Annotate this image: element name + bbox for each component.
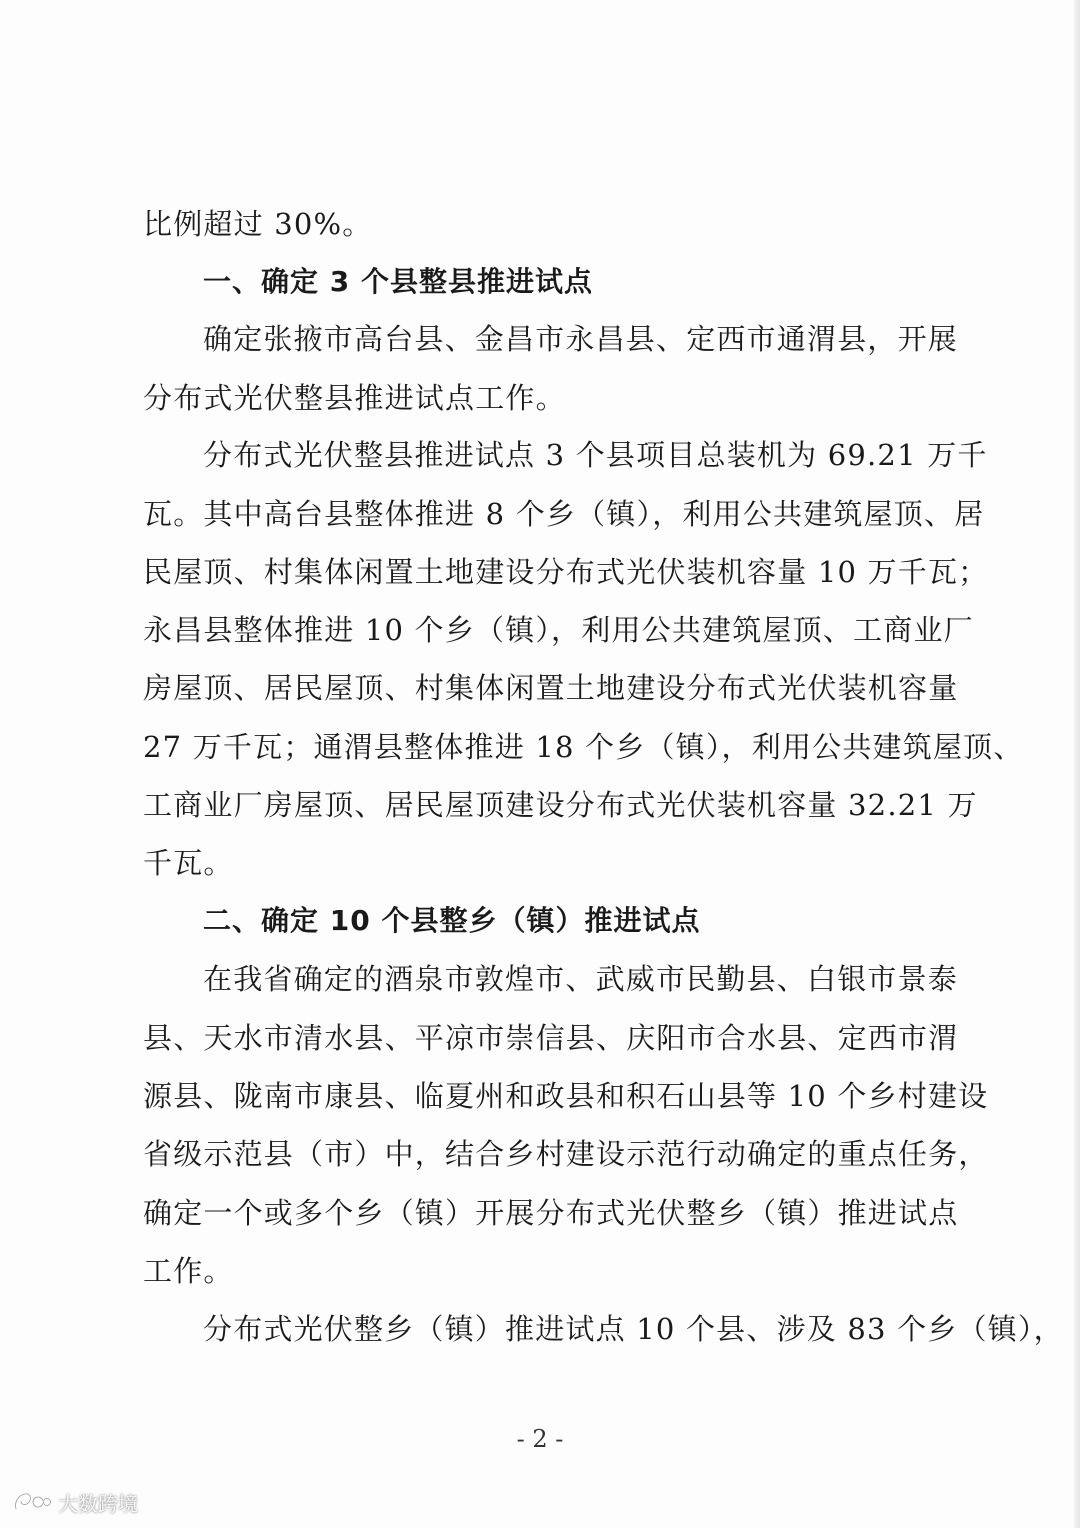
body-line: 瓦。其中高台县整体推进 8 个乡（镇），利用公共建筑屋顶、居: [143, 497, 985, 531]
section-heading-1: 一、确定 3 个县整县推进试点: [203, 265, 593, 298]
body-line: 分布式光伏整乡（镇）推进试点 10 个县、涉及 83 个乡（镇），: [203, 1312, 1064, 1346]
body-line: 确定张掖市高台县、金昌市永昌县、定西市通渭县，开展: [203, 322, 959, 356]
body-line: 确定一个或多个乡（镇）开展分布式光伏整乡（镇）推进试点: [143, 1196, 959, 1230]
body-line: 永昌县整体推进 10 个乡（镇），利用公共建筑屋顶、工商业厂: [143, 613, 974, 647]
body-line: 民屋顶、村集体闲置土地建设分布式光伏装机容量 10 万千瓦；: [143, 555, 989, 589]
watermark-logo-icon: [12, 1489, 52, 1515]
body-line: 27 万千瓦；通渭县整体推进 18 个乡（镇），利用公共建筑屋顶、: [143, 730, 1024, 764]
body-line: 比例超过 30%。: [143, 207, 373, 241]
page-edge-shadow: [1074, 0, 1080, 1528]
body-line: 工作。: [143, 1254, 234, 1288]
watermark: [12, 1487, 138, 1517]
body-line: 房屋顶、居民屋顶、村集体闲置土地建设分布式光伏装机容量: [143, 671, 959, 705]
body-line: 工商业厂房屋顶、居民屋顶建设分布式光伏装机容量 32.21 万: [143, 788, 978, 822]
body-line: 千瓦。: [143, 846, 234, 880]
watermark-text: 大数跨境: [58, 1491, 138, 1516]
body-line: 分布式光伏整县推进试点工作。: [143, 381, 566, 415]
body-line: 县、天水市清水县、平凉市崇信县、庆阳市合水县、定西市渭: [143, 1021, 959, 1055]
body-line: 在我省确定的酒泉市敦煌市、武威市民勤县、白银市景泰: [203, 962, 959, 996]
page-number: - 2 -: [516, 1425, 564, 1453]
body-line: 省级示范县（市）中，结合乡村建设示范行动确定的重点任务，: [143, 1137, 989, 1171]
body-line: 源县、陇南市康县、临夏州和政县和积石山县等 10 个乡村建设: [143, 1079, 989, 1113]
body-line: 分布式光伏整县推进试点 3 个县项目总装机为 69.21 万千: [203, 438, 988, 472]
section-heading-2: 二、确定 10 个县整乡（镇）推进试点: [203, 904, 701, 937]
